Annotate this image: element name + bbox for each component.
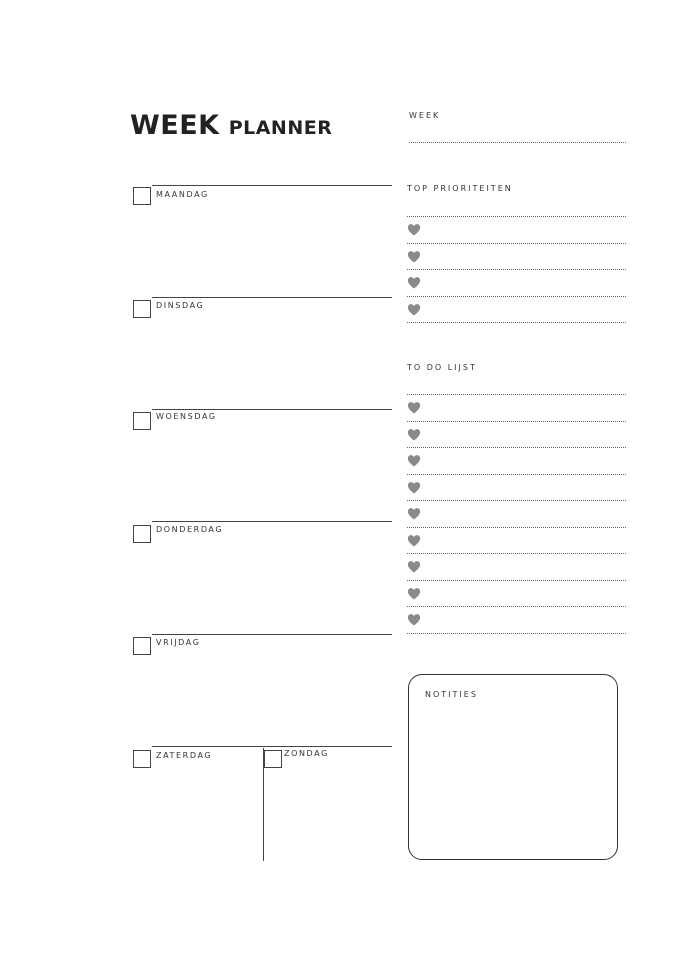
heart-icon <box>407 302 421 316</box>
priority-item-line[interactable] <box>407 216 626 217</box>
day-label-dinsdag: DINSDAG <box>156 301 205 310</box>
title-planner: PLANNER <box>228 117 333 139</box>
todo-item-line[interactable] <box>407 447 626 448</box>
heart-icon <box>407 480 421 494</box>
todo-item-line[interactable] <box>407 500 626 501</box>
day-line-dinsdag <box>152 297 392 298</box>
todo-item-line[interactable] <box>407 474 626 475</box>
notes-box[interactable] <box>408 674 618 860</box>
priority-item-line[interactable] <box>407 269 626 270</box>
heart-icon <box>407 249 421 263</box>
heart-icon <box>407 400 421 414</box>
day-label-zaterdag: ZATERDAG <box>156 751 213 760</box>
day-checkbox-vrijdag[interactable] <box>133 637 151 655</box>
day-label-zondag: ZONDAG <box>284 749 329 758</box>
priority-item-line[interactable] <box>407 243 626 244</box>
heart-icon <box>407 506 421 520</box>
day-checkbox-dinsdag[interactable] <box>133 300 151 318</box>
day-label-donderdag: DONDERDAG <box>156 525 224 534</box>
day-line-maandag <box>152 185 392 186</box>
todo-item-line[interactable] <box>407 421 626 422</box>
week-label: WEEK <box>409 111 441 120</box>
priority-item-line[interactable] <box>407 322 626 323</box>
day-line-woensdag <box>152 409 392 410</box>
todo-item-line[interactable] <box>407 606 626 607</box>
todo-item-line[interactable] <box>407 553 626 554</box>
todo-item-line[interactable] <box>407 580 626 581</box>
todo-item-line[interactable] <box>407 394 626 395</box>
week-input-line[interactable] <box>409 142 626 143</box>
day-line-weekend <box>152 746 392 747</box>
todo-label: TO DO LIJST <box>407 363 477 372</box>
priorities-label: TOP PRIORITEITEN <box>407 184 513 193</box>
day-checkbox-woensdag[interactable] <box>133 412 151 430</box>
day-checkbox-zondag[interactable] <box>264 750 282 768</box>
notes-label: NOTITIES <box>425 690 478 699</box>
day-label-woensdag: WOENSDAG <box>156 412 217 421</box>
todo-item-line[interactable] <box>407 527 626 528</box>
heart-icon <box>407 275 421 289</box>
heart-icon <box>407 427 421 441</box>
priority-item-line[interactable] <box>407 296 626 297</box>
day-label-vrijdag: VRIJDAG <box>156 638 201 647</box>
day-checkbox-maandag[interactable] <box>133 187 151 205</box>
heart-icon <box>407 222 421 236</box>
heart-icon <box>407 559 421 573</box>
heart-icon <box>407 612 421 626</box>
heart-icon <box>407 533 421 547</box>
title-week: WEEK <box>130 110 220 141</box>
day-line-vrijdag <box>152 634 392 635</box>
day-checkbox-donderdag[interactable] <box>133 525 151 543</box>
day-line-donderdag <box>152 521 392 522</box>
heart-icon <box>407 453 421 467</box>
day-checkbox-zaterdag[interactable] <box>133 750 151 768</box>
todo-item-line[interactable] <box>407 633 626 634</box>
page-title <box>130 110 332 141</box>
day-label-maandag: MAANDAG <box>156 190 209 199</box>
heart-icon <box>407 586 421 600</box>
